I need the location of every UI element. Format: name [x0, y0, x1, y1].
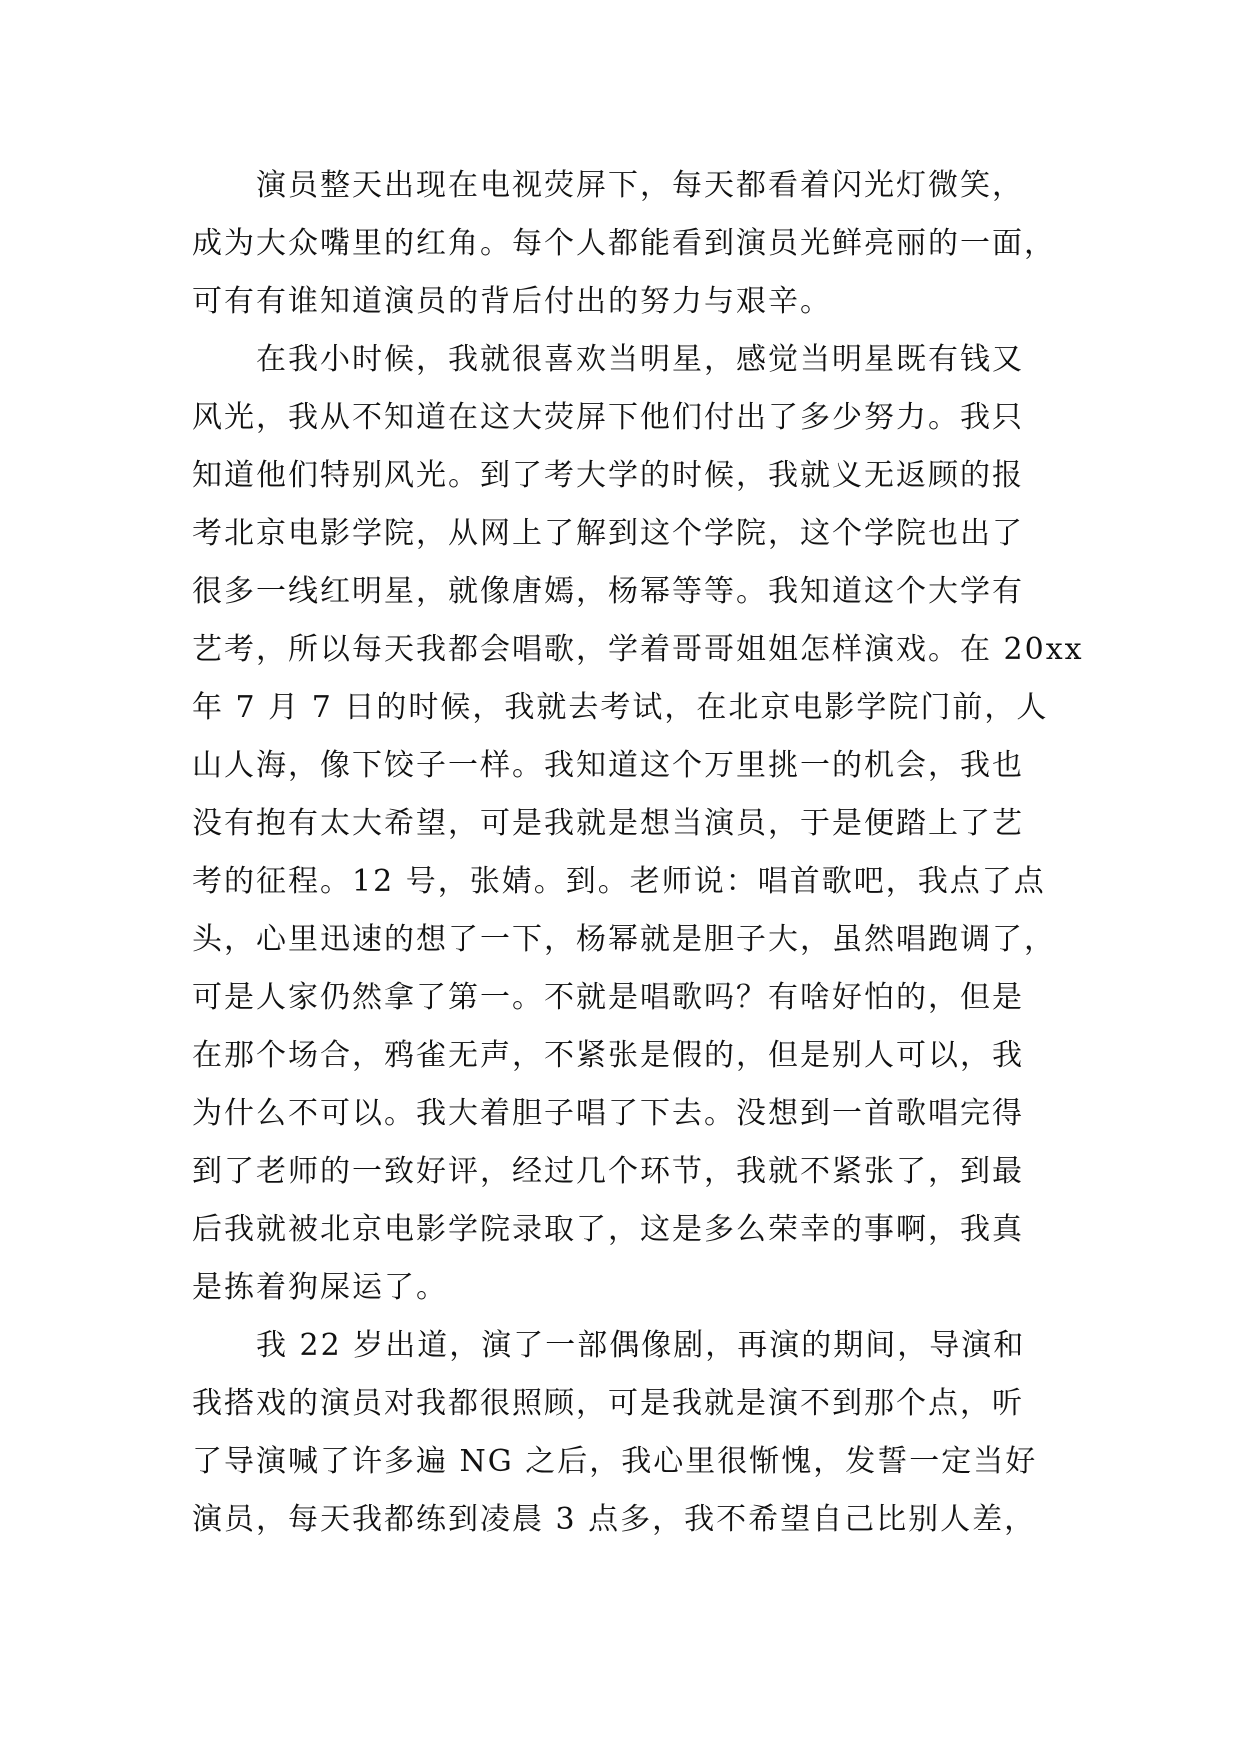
- paragraph-2-line-2: 风光，我从不知道在这大荧屏下他们付出了多少努力。我只: [192, 400, 1024, 435]
- paragraph-2-line-3: 知道他们特别风光。到了考大学的时候，我就义无返顾的报: [192, 458, 1024, 493]
- paragraph-2-line-16: 后我就被北京电影学院录取了，这是多么荣幸的事啊，我真: [192, 1212, 1024, 1247]
- paragraph-2-line-12: 可是人家仍然拿了第一。不就是唱歌吗？有啥好怕的，但是: [192, 980, 1024, 1015]
- paragraph-2-line-15: 到了老师的一致好评，经过几个环节，我就不紧张了，到最: [192, 1154, 1024, 1189]
- paragraph-2-line-14: 为什么不可以。我大着胆子唱了下去。没想到一首歌唱完得: [192, 1096, 1024, 1131]
- paragraph-3-line-2: 我搭戏的演员对我都很照顾，可是我就是演不到那个点，听: [192, 1386, 1024, 1421]
- paragraph-1-line-2: 成为大众嘴里的红角。每个人都能看到演员光鲜亮丽的一面，: [192, 226, 1056, 261]
- paragraph-1-line-1: 演员整天出现在电视荧屏下，每天都看着闪光灯微笑，: [256, 168, 1024, 203]
- paragraph-2-line-13: 在那个场合，鸦雀无声，不紧张是假的，但是别人可以，我: [192, 1038, 1024, 1073]
- paragraph-2-line-17: 是拣着狗屎运了。: [192, 1270, 448, 1305]
- paragraph-2-line-11: 头，心里迅速的想了一下，杨幂就是胆子大，虽然唱跑调了，: [192, 922, 1056, 957]
- paragraph-3-line-3: 了导演喊了许多遍 NG 之后，我心里很惭愧，发誓一定当好: [192, 1444, 1038, 1479]
- paragraph-2-line-4: 考北京电影学院，从网上了解到这个学院，这个学院也出了: [192, 516, 1024, 551]
- paragraph-2-line-6: 艺考，所以每天我都会唱歌，学着哥哥姐姐怎样演戏。在 20xx: [192, 632, 1084, 667]
- paragraph-2-line-5: 很多一线红明星，就像唐嫣，杨幂等等。我知道这个大学有: [192, 574, 1024, 609]
- paragraph-2-line-8: 山人海，像下饺子一样。我知道这个万里挑一的机会，我也: [192, 748, 1024, 783]
- paragraph-2-line-7: 年 7 月 7 日的时候，我就去考试，在北京电影学院门前，人: [192, 690, 1049, 725]
- paragraph-2-line-1: 在我小时候，我就很喜欢当明星，感觉当明星既有钱又: [256, 342, 1024, 377]
- paragraph-2-line-10: 考的征程。12 号，张婧。到。老师说：唱首歌吧，我点了点: [192, 864, 1046, 899]
- paragraph-3-line-1: 我 22 岁出道，演了一部偶像剧，再演的期间，导演和: [256, 1328, 1026, 1363]
- paragraph-2-line-9: 没有抱有太大希望，可是我就是想当演员，于是便踏上了艺: [192, 806, 1024, 841]
- paragraph-1-line-3: 可有有谁知道演员的背后付出的努力与艰辛。: [192, 284, 832, 319]
- paragraph-3-line-4: 演员，每天我都练到凌晨 3 点多，我不希望自己比别人差，: [192, 1502, 1037, 1537]
